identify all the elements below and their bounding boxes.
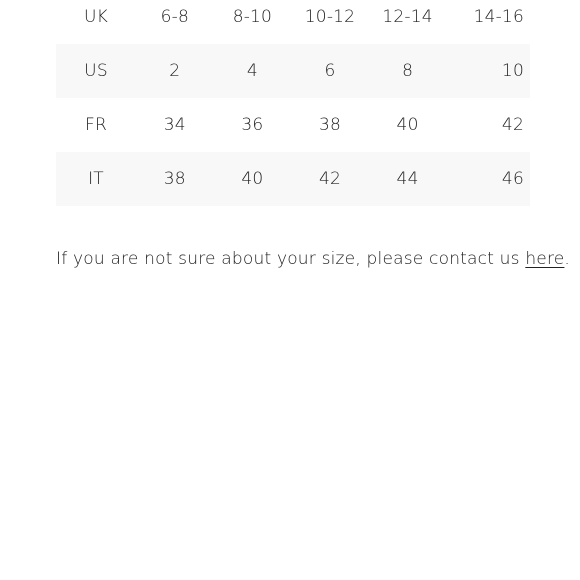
size-cell: 40 (214, 152, 292, 206)
size-cell: 14-16 (473, 7, 524, 27)
size-cell: 38 (136, 152, 214, 206)
size-chart-table (56, 0, 530, 206)
row-label: UK (84, 7, 108, 27)
size-cell: 42 (501, 115, 524, 135)
size-help-suffix: . (564, 249, 571, 269)
size-cell: 8 (369, 44, 447, 98)
contact-link[interactable]: here (525, 249, 565, 269)
size-help-note (56, 249, 570, 269)
size-help-text: If you are not sure about your size, please contact us (56, 249, 526, 269)
size-cell: 40 (396, 115, 419, 135)
size-cell: 34 (163, 115, 186, 135)
size-cell: 36 (241, 115, 264, 135)
size-cell: 8-10 (232, 7, 273, 27)
size-cell: 46 (446, 152, 530, 206)
row-label: IT (56, 152, 136, 206)
size-cell: 2 (136, 44, 214, 98)
row-label: US (56, 44, 136, 98)
row-label: FR (85, 115, 107, 135)
size-row-uk (56, 0, 530, 44)
size-cell: 12-14 (382, 7, 433, 27)
size-cell: 4 (214, 44, 292, 98)
size-cell: 6 (291, 44, 369, 98)
size-cell: 10-12 (304, 7, 356, 27)
size-cell: 42 (291, 152, 369, 206)
size-cell: 38 (318, 115, 341, 135)
size-cell: 6-8 (160, 7, 189, 27)
size-row-fr (56, 98, 530, 152)
size-cell: 10 (446, 44, 530, 98)
size-cell: 44 (369, 152, 447, 206)
size-row-us (56, 44, 530, 98)
size-row-it (56, 152, 530, 206)
